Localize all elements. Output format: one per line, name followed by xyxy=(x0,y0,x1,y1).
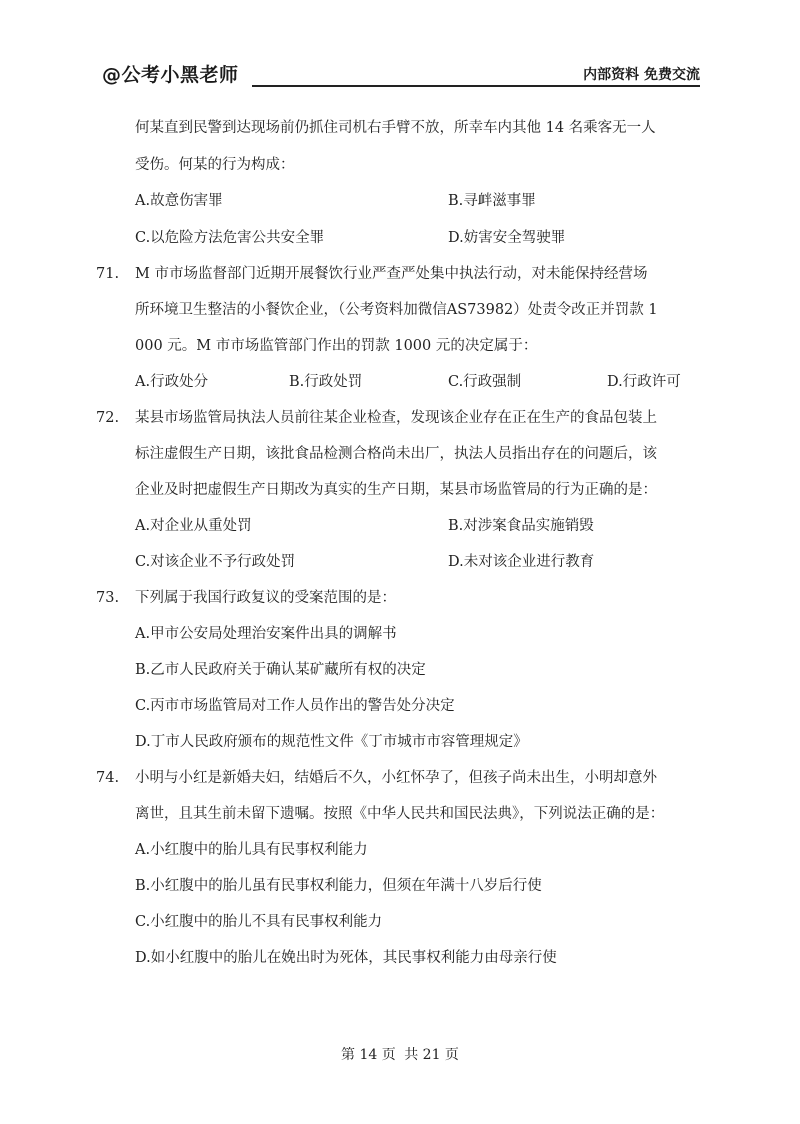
q72-number: 72. xyxy=(96,410,120,426)
q70-text-line: 受伤。何某的行为构成： xyxy=(135,157,295,173)
q73-option-b: B.乙市人民政府关于确认某矿藏所有权的决定 xyxy=(135,662,426,678)
q74-text-line: 小明与小红是新婚夫妇，结婚后不久，小红怀孕了，但孩子尚未出生，小明却意外 xyxy=(135,770,657,786)
q71-option-b: B.行政处罚 xyxy=(289,374,363,390)
page-header xyxy=(102,60,700,90)
q71-text-line: 000 元。M 市市场监管部门作出的罚款 1000 元的决定属于： xyxy=(135,338,538,354)
q71-text-line: 所环境卫生整洁的小餐饮企业，（公考资料加微信AS73982）处责令改正并罚款 1 xyxy=(135,302,658,318)
q74-text-line: 离世，且其生前未留下遗嘱。按照《中华人民共和国民法典》，下列说法正确的是： xyxy=(135,806,665,822)
q73-option-a: A.甲市公安局处理治安案件出具的调解书 xyxy=(135,626,397,642)
brand-title: @公考小黑老师 xyxy=(102,64,239,86)
q72-text-line: 企业及时把虚假生产日期改为真实的生产日期，某县市场监管局的行为正确的是： xyxy=(135,482,657,498)
q70-option-b: B.寻衅滋事罪 xyxy=(448,193,536,209)
q72-option-d: D.未对该企业进行教育 xyxy=(448,554,595,570)
q74-option-c: C.小红腹中的胎儿不具有民事权利能力 xyxy=(135,914,383,930)
q71-option-c: C.行政强制 xyxy=(448,374,522,390)
q71-option-d: D.行政许可 xyxy=(607,374,681,390)
q71-option-a: A.行政处分 xyxy=(135,374,209,390)
q70-option-c: C.以危险方法危害公共安全罪 xyxy=(135,230,325,246)
page-total: 共 21 页 xyxy=(404,1047,459,1063)
q73-option-c: C.丙市市场监管局对工作人员作出的警告处分决定 xyxy=(135,698,455,714)
page-number: 第 14 页 xyxy=(341,1047,396,1063)
page-footer xyxy=(0,1044,800,1064)
q72-option-a: A.对企业从重处罚 xyxy=(135,518,252,534)
q74-number: 74. xyxy=(96,770,120,786)
q72-text-line: 某县市场监管局执法人员前往某企业检查，发现该企业存在正在生产的食品包装上 xyxy=(135,410,657,426)
q74-option-b: B.小红腹中的胎儿虽有民事权利能力，但须在年满十八岁后行使 xyxy=(135,878,542,894)
q72-option-b: B.对涉案食品实施销毁 xyxy=(448,518,594,534)
header-rule xyxy=(252,85,700,87)
q74-option-a: A.小红腹中的胎儿具有民事权利能力 xyxy=(135,842,368,858)
q73-option-d: D.丁市人民政府颁布的规范性文件《丁市城市市容管理规定》 xyxy=(135,734,528,750)
q72-option-c: C.对该企业不予行政处罚 xyxy=(135,554,296,570)
q74-option-d: D.如小红腹中的胎儿在娩出时为死体，其民事权利能力由母亲行使 xyxy=(135,950,557,966)
q70-option-a: A.故意伤害罪 xyxy=(135,193,223,209)
q73-text-line: 下列属于我国行政复议的受案范围的是： xyxy=(135,590,396,606)
q72-text-line: 标注虚假生产日期，该批食品检测合格尚未出厂，执法人员指出存在的问题后，该 xyxy=(135,446,657,462)
q70-text-line: 何某直到民警到达现场前仍抓住司机右手臂不放，所幸车内其他 14 名乘客无一人 xyxy=(135,120,656,136)
q71-text-line: M 市市场监督部门近期开展餐饮行业严查严处集中执法行动，对未能保持经营场 xyxy=(135,266,648,282)
q71-number: 71. xyxy=(96,266,120,282)
q73-number: 73. xyxy=(96,590,120,606)
q70-option-d: D.妨害安全驾驶罪 xyxy=(448,230,566,246)
header-note: 内部资料 免费交流 xyxy=(583,67,700,83)
